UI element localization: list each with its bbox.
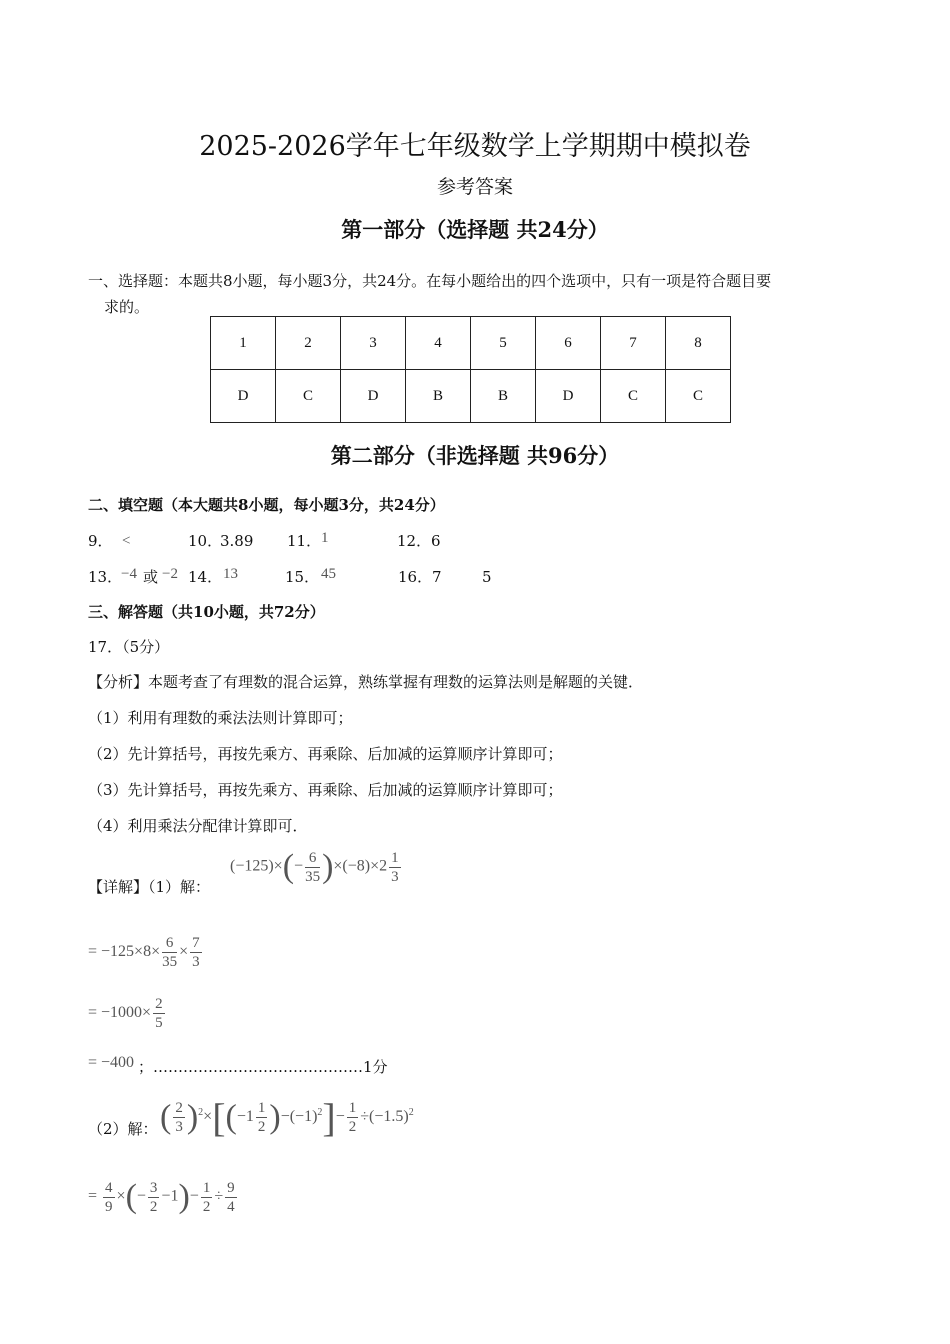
section1-instruction-cont: 求的。 (104, 298, 150, 316)
table-cell: 1 (211, 317, 276, 370)
table-cell: 8 (666, 317, 731, 370)
answer-table (210, 316, 731, 423)
table-cell: D (211, 370, 276, 423)
q13-or: 或 (143, 568, 159, 586)
q17-step1: （1）利用有理数的乘法法则计算即可； (88, 709, 353, 727)
score-dots: ；……………………………………1分 (138, 1058, 388, 1076)
formula-1-expression: (−125)×(− $\frac{6}{35}$ )×(−8)×2 $\frac{1}{3}$ (230, 848, 399, 885)
q15-label: 15． (285, 568, 320, 586)
q13-answer-b: −2 (162, 566, 178, 582)
q17-step3: （3）先计算括号，再按先乘方、再乘除、后加减的运算顺序计算即可； (88, 781, 563, 799)
table-cell: 6 (536, 317, 601, 370)
table-cell: 4 (406, 317, 471, 370)
q11-answer: 1 (321, 530, 329, 546)
q17-detail-label: 【详解】（1）解： (88, 878, 211, 896)
section1-instruction: 一、选择题：本题共8小题，每小题3分，共24分。在每小题给出的四个选项中，只有一项是符合题目要 (88, 272, 772, 290)
q10-label: 10． (188, 532, 223, 550)
formula-1-step1: = −125×8× $\frac{6}{35}$ × $\frac{7}{3}$ (88, 935, 200, 970)
table-cell: 2 (276, 317, 341, 370)
q16-label: 16． (398, 568, 433, 586)
formula-1-step2: = −1000× $\frac{2}{5}$ (88, 996, 163, 1031)
q17-step2: （2）先计算括号，再按先乘方、再乘除、后加减的运算顺序计算即可； (88, 745, 563, 763)
table-cell: C (666, 370, 731, 423)
table-cell: 5 (471, 317, 536, 370)
part2-title: 第二部分（非选择题 共96分） (330, 443, 620, 468)
table-cell: C (276, 370, 341, 423)
table-cell: B (471, 370, 536, 423)
q16-answer-b: 5 (482, 568, 492, 586)
q16-answer-a: 7 (432, 568, 442, 586)
answer-table-number-row (211, 317, 731, 370)
table-cell: 7 (601, 317, 666, 370)
q17-analysis: 【分析】本题考查了有理数的混合运算，熟练掌握有理数的运算法则是解题的关键． (88, 673, 644, 691)
table-cell: D (536, 370, 601, 423)
table-cell: D (341, 370, 406, 423)
q13-label: 13． (88, 568, 123, 586)
formula-1-result: = −400 (88, 1054, 135, 1071)
q13-answer-a: −4 (121, 566, 137, 582)
q17-step4: （4）利用乘法分配律计算即可． (88, 817, 308, 835)
q15-answer: 45 (321, 566, 336, 582)
q17-part2-label: （2）解： (88, 1120, 158, 1138)
page-title: 2025-2026学年七年级数学上学期期中模拟卷 (199, 131, 751, 162)
q12-label: 12． (397, 532, 432, 550)
table-cell: 3 (341, 317, 406, 370)
answer-table-answer-row (211, 370, 731, 423)
q9-answer: < (122, 533, 131, 549)
q14-answer: 13 (223, 566, 238, 582)
q12-answer: 6 (431, 532, 441, 550)
formula-2-expression: ( $\frac{2}{3}$ )$^2$×[(−1 $\frac{1}{2}$ )$-(-1)^2]-$ $\frac{1}{2}$ $\div(-1.5)^2$ (160, 1095, 414, 1140)
q14-label: 14． (188, 568, 223, 586)
formula-2-step1: = $\frac{4}{9}$ ×(− $\frac{3}{2}$ −1)− $\frac{1}{2}$ ÷ $\frac{9}{4}$ (88, 1178, 235, 1215)
q10-answer: 3.89 (220, 532, 254, 550)
page-subtitle: 参考答案 (436, 176, 513, 198)
q9-label: 9． (88, 532, 113, 550)
q11-label: 11． (287, 532, 322, 550)
table-cell: C (601, 370, 666, 423)
part1-title: 第一部分（选择题 共24分） (341, 217, 609, 242)
section2-heading: 二、填空题（本大题共8小题，每小题3分，共24分） (88, 496, 445, 514)
q17-label: 17．（5分） (88, 638, 170, 656)
table-cell: B (406, 370, 471, 423)
section3-heading: 三、解答题（共10小题，共72分） (88, 603, 325, 621)
